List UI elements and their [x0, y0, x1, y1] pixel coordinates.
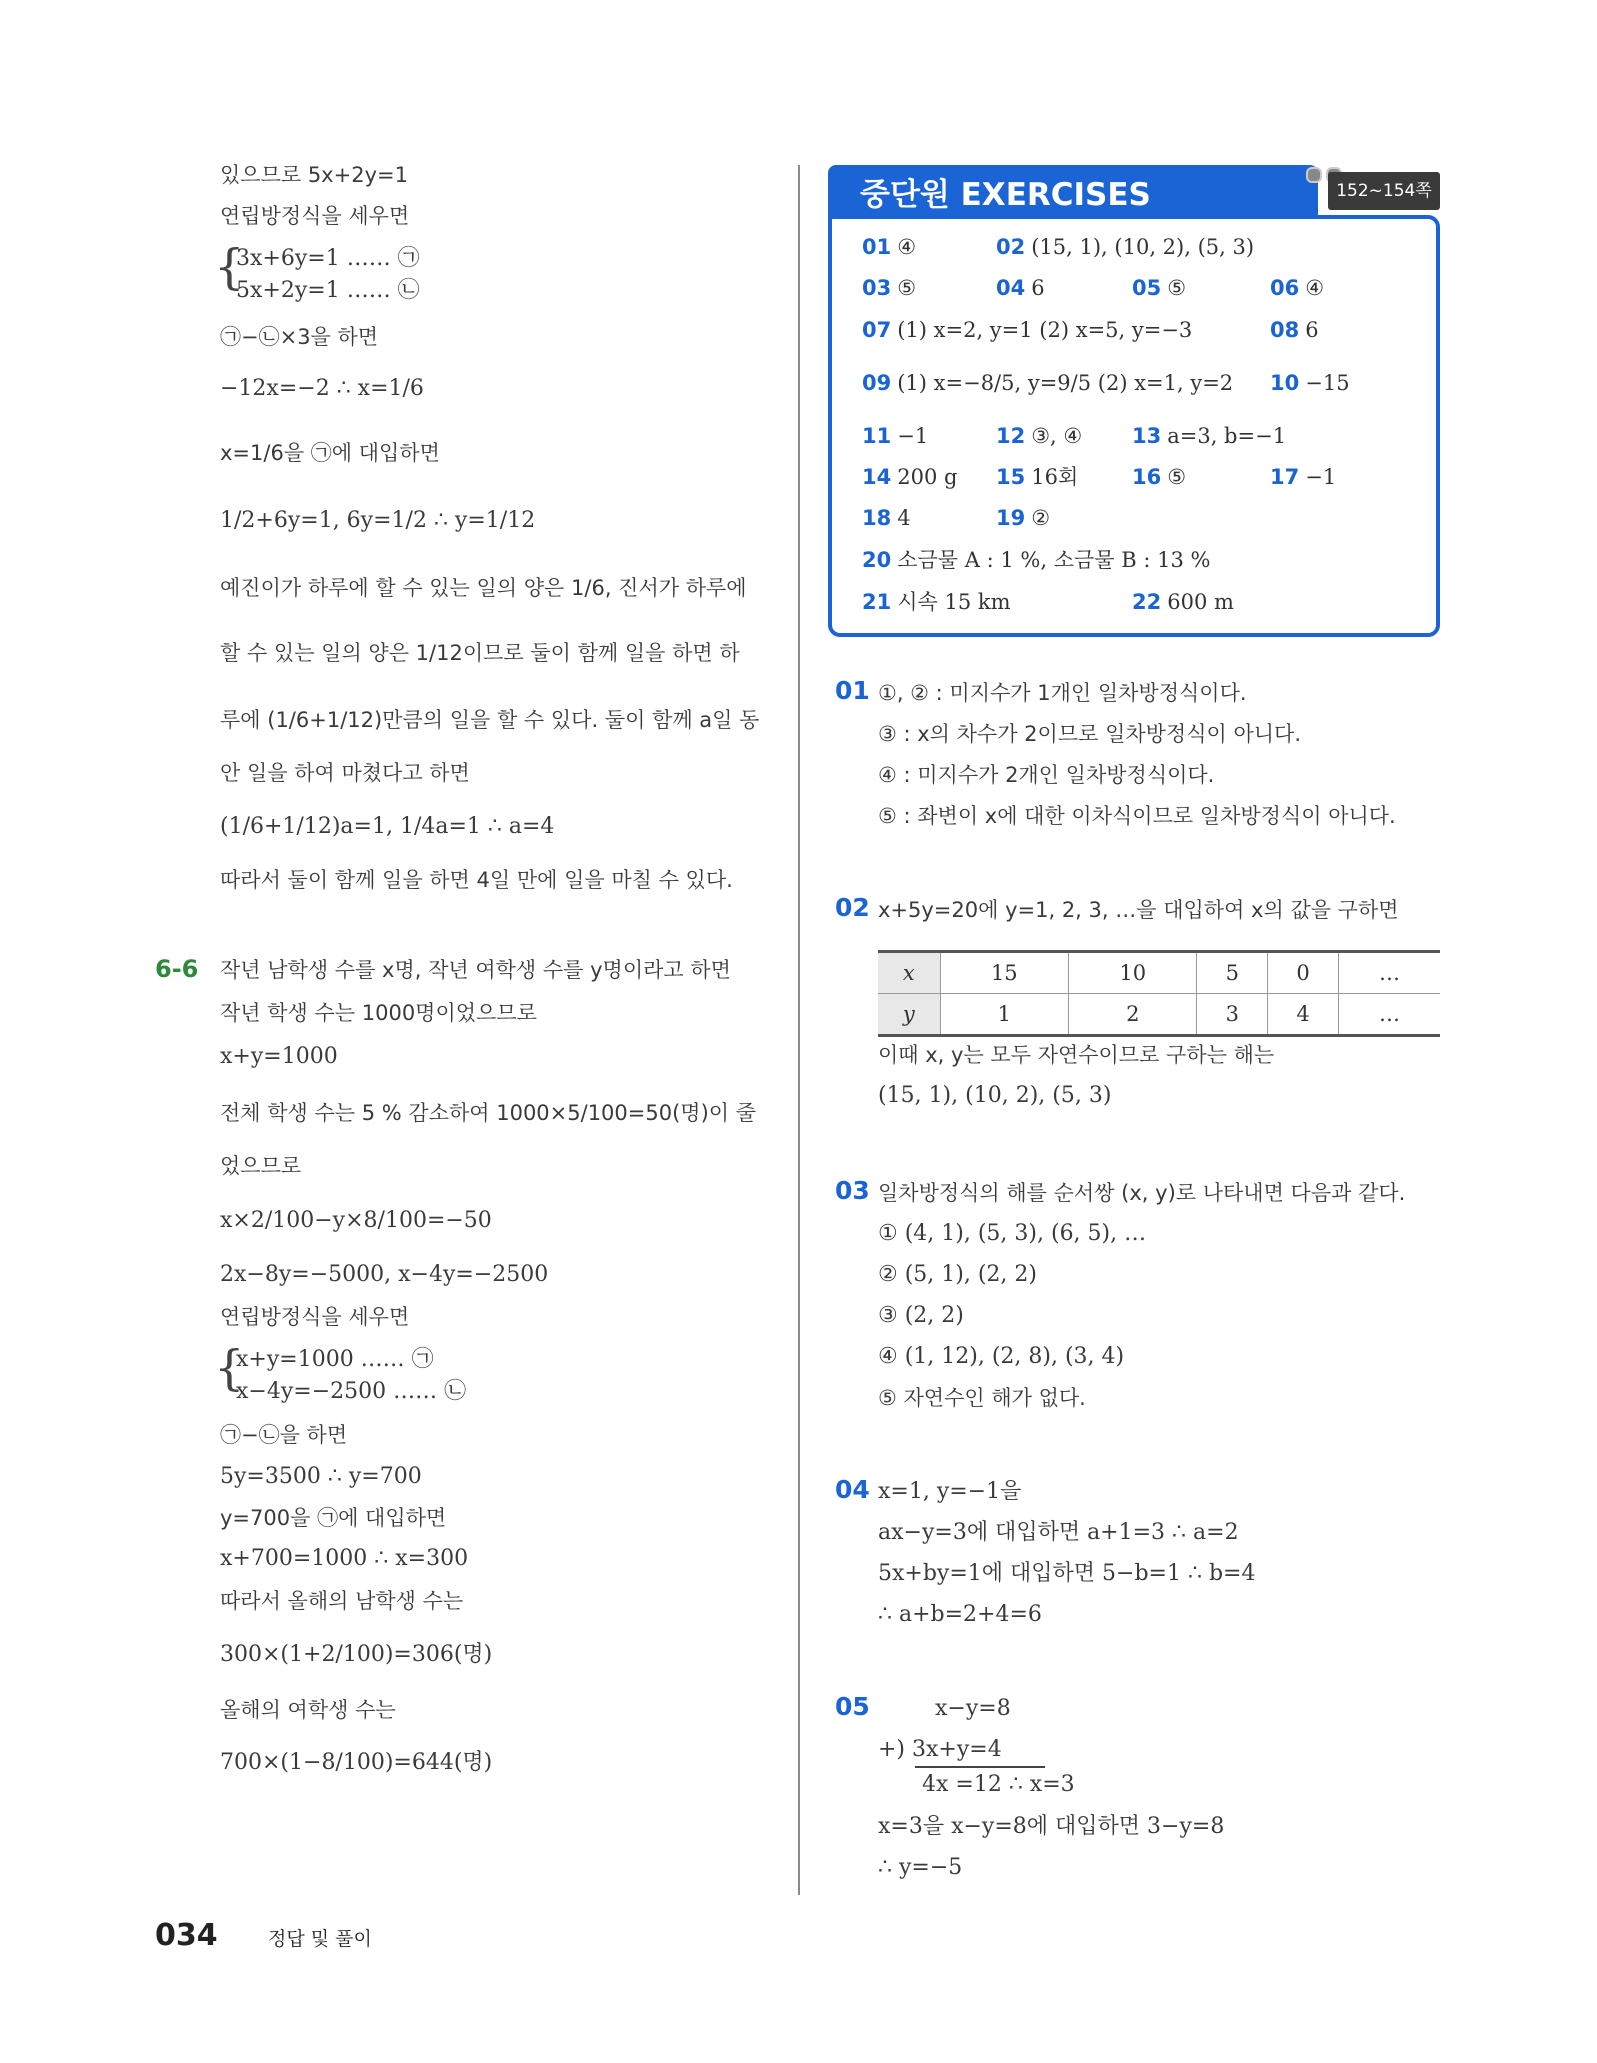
answer-item: 21 시속 15 km	[862, 590, 1011, 614]
text-line: (15, 1), (10, 2), (5, 3)	[878, 1083, 1112, 1108]
column-divider	[798, 165, 800, 1895]
equation-line: 700×(1−8/100)=644(명)	[220, 1750, 493, 1775]
text-line: 전체 학생 수는 5 % 감소하여 1000×5/100=50(명)이 줄	[220, 1101, 757, 1125]
text-line: ∴ y=−5	[878, 1855, 963, 1880]
text-line: 작년 학생 수는 1000명이었으므로	[220, 1001, 537, 1025]
text-line: 연립방정식을 세우면	[220, 204, 410, 228]
solution-number: 02	[835, 893, 870, 922]
equation-line: x+700=1000 ∴ x=300	[220, 1546, 469, 1571]
text-line: ⑤ 자연수인 해가 없다.	[878, 1386, 1086, 1410]
answer-item: 19 ②	[996, 506, 1051, 530]
table-cell: 2	[1069, 994, 1197, 1036]
text-line: 연립방정식을 세우면	[220, 1305, 410, 1329]
equation-line: +) 3x+y=4	[878, 1737, 1002, 1762]
answer-item: 20 소금물 A : 1 %, 소금물 B : 13 %	[862, 548, 1211, 572]
table-cell: 5	[1197, 952, 1268, 994]
table-cell: 15	[940, 952, 1068, 994]
sum-underline	[915, 1766, 1045, 1768]
answer-item: 09 (1) x=−8/5, y=9/5 (2) x=1, y=2	[862, 371, 1234, 395]
equation-line: 1/2+6y=1, 6y=1/2 ∴ y=1/12	[220, 508, 536, 533]
equation-line: x−4y=−2500 …… ㉡	[236, 1379, 467, 1404]
text-line: ② (5, 1), (2, 2)	[878, 1262, 1037, 1287]
answer-item: 11 −1	[862, 424, 929, 448]
answer-item: 06 ④	[1270, 276, 1325, 300]
text-line: 5x+by=1에 대입하면 5−b=1 ∴ b=4	[878, 1561, 1256, 1586]
answer-item: 04 6	[996, 276, 1045, 300]
text-line: ③ (2, 2)	[878, 1303, 964, 1328]
solution-number: 05	[835, 1692, 870, 1721]
answer-item: 16 ⑤	[1132, 465, 1187, 489]
text-line: y=700을 ㉠에 대입하면	[220, 1506, 447, 1530]
equation-line: (1/6+1/12)a=1, 1/4a=1 ∴ a=4	[220, 814, 555, 839]
text-line: ① (4, 1), (5, 3), (6, 5), …	[878, 1221, 1147, 1246]
system-brace: {	[214, 1340, 245, 1396]
answer-item: 03 ⑤	[862, 276, 917, 300]
equation-line: x+y=1000	[220, 1044, 338, 1069]
answer-item: 18 4	[862, 506, 911, 530]
text-line: 예진이가 하루에 할 수 있는 일의 양은 1/6, 진서가 하루에	[220, 576, 747, 600]
values-table	[878, 950, 1440, 1037]
equation-line: x×2/100−y×8/100=−50	[220, 1208, 492, 1233]
text-line: ④ (1, 12), (2, 8), (3, 4)	[878, 1344, 1125, 1369]
text-line: x=1/6을 ㉠에 대입하면	[220, 441, 440, 465]
text-line: 이때 x, y는 모두 자연수이므로 구하는 해는	[878, 1043, 1275, 1067]
text-line: ①, ② : 미지수가 1개인 일차방정식이다.	[878, 681, 1247, 705]
answer-item: 13 a=3, b=−1	[1132, 424, 1287, 448]
answer-item: 14 200 g	[862, 465, 958, 489]
answer-item: 08 6	[1270, 318, 1319, 342]
answer-item: 10 −15	[1270, 371, 1350, 395]
text-line: 올해의 여학생 수는	[220, 1698, 396, 1722]
solution-number: 01	[835, 676, 870, 705]
text-line: 할 수 있는 일의 양은 1/12이므로 둘이 함께 일을 하면 하	[220, 641, 740, 665]
text-line: 따라서 올해의 남학생 수는	[220, 1589, 464, 1613]
equation-line: 300×(1+2/100)=306(명)	[220, 1642, 493, 1667]
text-line: ax−y=3에 대입하면 a+1=3 ∴ a=2	[878, 1520, 1239, 1545]
answer-item: 22 600 m	[1132, 590, 1234, 614]
text-line: 있으므로 5x+2y=1	[220, 163, 408, 187]
text-line: ⑤ : 좌변이 x에 대한 이차식이므로 일차방정식이 아니다.	[878, 804, 1396, 828]
equation-line: 3x+6y=1 …… ㉠	[236, 246, 420, 271]
solution-number: 03	[835, 1176, 870, 1205]
equation-line: 2x−8y=−5000, x−4y=−2500	[220, 1262, 549, 1287]
table-cell: …	[1338, 952, 1440, 994]
text-line: x+5y=20에 y=1, 2, 3, …을 대입하여 x의 값을 구하면	[878, 898, 1399, 922]
table-cell: 3	[1197, 994, 1268, 1036]
problem-label: 6-6	[155, 955, 199, 983]
table-cell: 10	[1069, 952, 1197, 994]
equation-line: 5y=3500 ∴ y=700	[220, 1464, 422, 1489]
answer-item: 12 ③, ④	[996, 424, 1083, 448]
equation-line: x−y=8	[935, 1696, 1011, 1721]
pin-dot	[1306, 167, 1322, 183]
table-cell: 0	[1268, 952, 1339, 994]
answer-item: 01 ④	[862, 235, 917, 259]
equation-line: −12x=−2 ∴ x=1/6	[220, 376, 424, 401]
table-cell: 4	[1268, 994, 1339, 1036]
answer-item: 17 −1	[1270, 465, 1337, 489]
equation-line: 4x =12 ∴ x=3	[922, 1772, 1075, 1797]
text-line: x=1, y=−1을	[878, 1479, 1022, 1504]
answer-item: 05 ⑤	[1132, 276, 1187, 300]
text-line: 었으므로	[220, 1154, 302, 1178]
answer-item: 07 (1) x=2, y=1 (2) x=5, y=−3	[862, 318, 1193, 342]
exercises-header: 중단원 EXERCISES	[828, 165, 1318, 225]
answer-item: 02 (15, 1), (10, 2), (5, 3)	[996, 235, 1255, 259]
solution-number: 04	[835, 1475, 870, 1504]
footer-label: 정답 및 풀이	[268, 1928, 372, 1950]
text-line: ㉠−㉡×3을 하면	[220, 325, 379, 349]
text-line: 루에 (1/6+1/12)만큼의 일을 할 수 있다. 둘이 함께 a일 동	[220, 708, 760, 732]
text-line: ③ : x의 차수가 2이므로 일차방정식이 아니다.	[878, 722, 1301, 746]
text-line: ④ : 미지수가 2개인 일차방정식이다.	[878, 763, 1215, 787]
text-line: 작년 남학생 수를 x명, 작년 여학생 수를 y명이라고 하면	[220, 958, 731, 982]
table-cell: …	[1338, 994, 1440, 1036]
text-line: ㉠−㉡을 하면	[220, 1423, 348, 1447]
text-line: 따라서 둘이 함께 일을 하면 4일 만에 일을 마칠 수 있다.	[220, 868, 733, 892]
page-number: 034	[155, 1918, 218, 1953]
table-header: x	[878, 952, 940, 994]
text-line: 일차방정식의 해를 순서쌍 (x, y)로 나타내면 다음과 같다.	[878, 1181, 1406, 1205]
table-header: y	[878, 994, 940, 1036]
equation-line: 5x+2y=1 …… ㉡	[236, 278, 420, 303]
text-line: 안 일을 하여 마쳤다고 하면	[220, 761, 470, 785]
page-range-badge: 152~154쪽	[1328, 172, 1440, 210]
text-line: ∴ a+b=2+4=6	[878, 1602, 1042, 1627]
text-line: x=3을 x−y=8에 대입하면 3−y=8	[878, 1814, 1225, 1839]
answer-item: 15 16회	[996, 465, 1079, 489]
system-brace: {	[214, 239, 245, 295]
table-cell: 1	[940, 994, 1068, 1036]
equation-line: x+y=1000 …… ㉠	[236, 1347, 434, 1372]
